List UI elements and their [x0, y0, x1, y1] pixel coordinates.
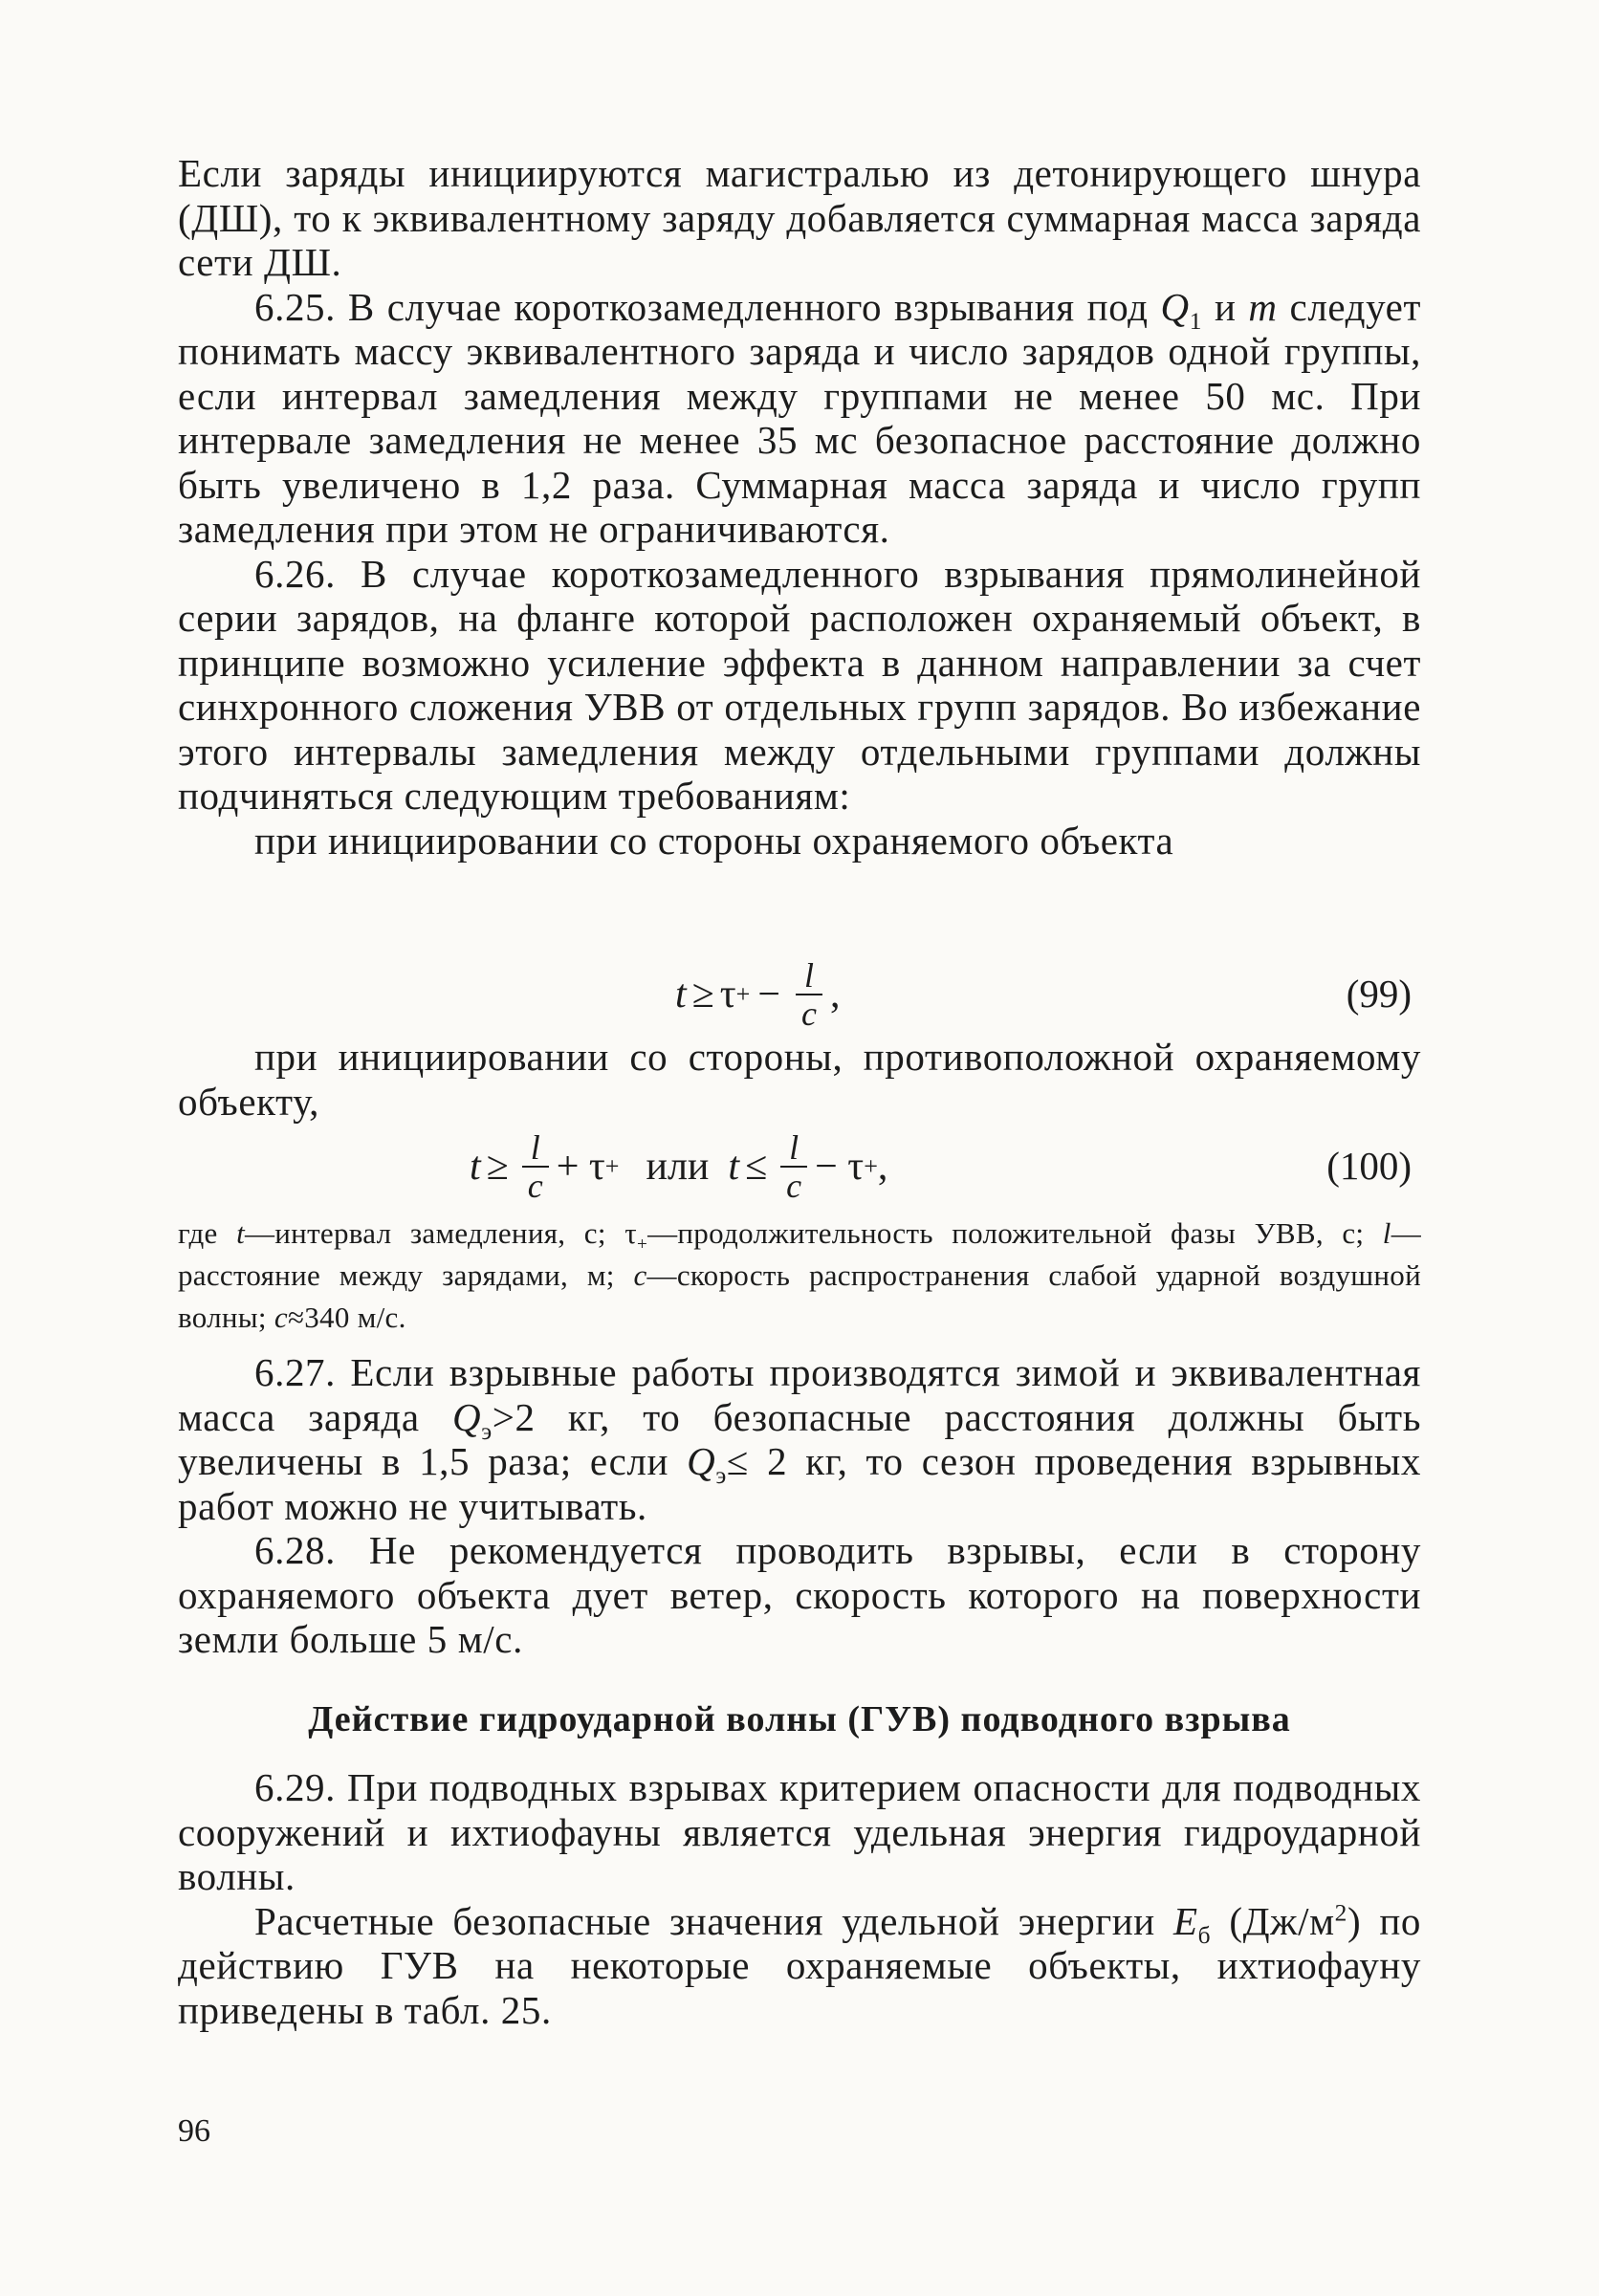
fraction-l-over-c: $\frac{l}{c}$ [796, 957, 822, 1032]
section-heading: Действие гидроударной волны (ГУВ) подводного взрыва [308, 1699, 1291, 1739]
text-block-top [178, 151, 1421, 863]
formula-99: t ≥ τ + − $\frac{l}{c}$ , (99) [675, 956, 1412, 1033]
paragraph-6-28: 6.28. Не рекомендуется проводить взрывы, если в сторону охраняемого объекта дует ветер, скорость которого на поверхности земли больше 5 м/с. [178, 1528, 1421, 1661]
paragraph-6-25: 6.25. В случае короткозамедленного взрывания под $Q_1$ и m следует понимать массу эквивалентного заряда и число зарядов одной группы, если интервал замедления между группами не менее 50 мс. При интервале замедления не менее 35 мс безопасное расстояние должно быть увеличено в 1,2 раза. Суммарная масса заряда и число групп замедления при этом не ограничиваются. [178, 284, 1421, 551]
paragraph-6-27: 6.27. Если взрывные работы производятся зимой и эквивалентная масса заряда $Q_э>2$ кг, то безопасные расстояния должны быть увеличены в 1,5 раза; если $Q_э\le 2$ кг, то сезон проведения взрывных работ можно не учитывать. [178, 1350, 1421, 1528]
condition-1: при инициировании со стороны охраняемого объекта [254, 818, 1174, 863]
paragraph-6-26: 6.26. В случае короткозамедленного взрывания прямолинейной серии зарядов, на фланге которой расположен охраняемый объект, в принципе возможно усиление эффекта в данном направлении за счет синхронного сложения УВВ от отдельных групп зарядов. Во избежание этого интервалы замедления между отдельными группами должны подчиняться следующим требованиям: [178, 551, 1421, 818]
formula-note: где t—интервал замедления, с; $\tau_+—продолжительность$ положительной фазы УВВ, с; l—расстояние между зарядами, м; c—скорость распространения слабой ударной воздушной волны; c≈340 м/с. [178, 1216, 1421, 1334]
text-block-middle [178, 1350, 1421, 1662]
condition-2: при инициировании со стороны, противоположной охраняемому объекту, [178, 1035, 1421, 1124]
fraction-l-over-c-2: $\frac{l}{c}$ [780, 1129, 807, 1204]
text-condition-2 [178, 1035, 1421, 1124]
fraction-l-over-c: $\frac{l}{c}$ [522, 1129, 549, 1204]
text-block-bottom [178, 1765, 1421, 2032]
paragraph-6-29: 6.29. При подводных взрывах критерием опасности для подводных сооружений и ихтиофауны является удельная энергия гидроударной волны. [178, 1765, 1421, 1898]
equation-number-100: (100) [1326, 1144, 1412, 1188]
page-number: 96 [178, 2113, 210, 2149]
paragraph-energy-values: Расчетные безопасные значения удельной энергии $E_б$ $(Дж/м^2)$ по действию ГУВ на некоторые охраняемые объекты, ихтиофауну приведены в табл. 25. [178, 1898, 1422, 2032]
formula-100: t ≥ $\frac{l}{c}$ + τ + или t ≤ $\frac{l}{c}$ − τ + , (100) [470, 1128, 1412, 1205]
equation-number-99: (99) [1346, 972, 1412, 1016]
paragraph-ds: Если заряды инициируются магистралью из детонирующего шнура (ДШ), то к эквивалентному заряду добавляется суммарная масса заряда сети ДШ. [178, 151, 1421, 284]
